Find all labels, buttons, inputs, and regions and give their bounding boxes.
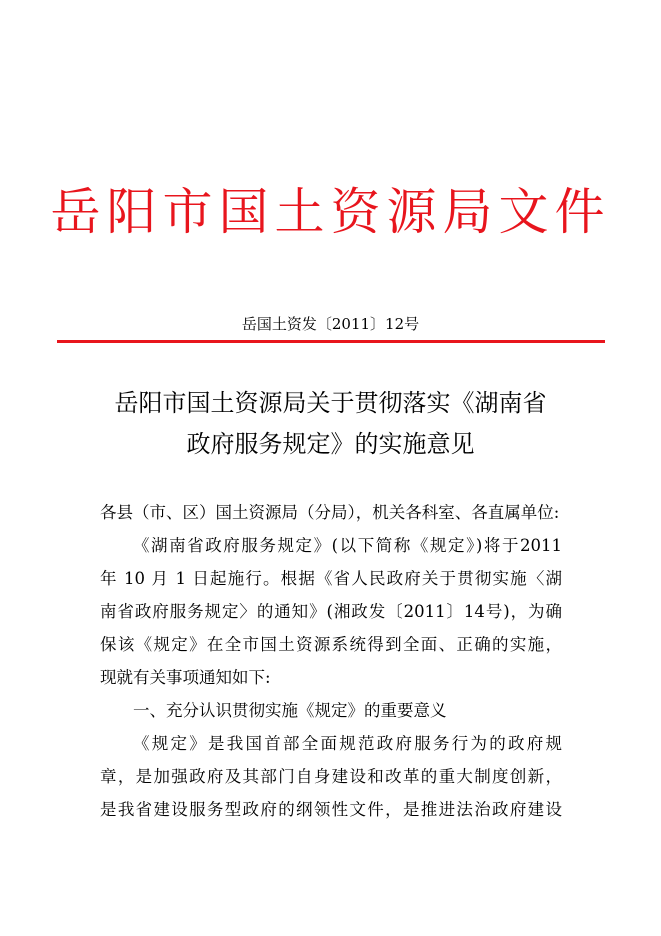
paragraph-1-line-1: 《湖南省政府服务规定》(以下简称《规定》)将于2011 bbox=[133, 536, 562, 555]
salutation: 各县（市、区）国土资源局（分局），机关各科室、各直属单位: bbox=[100, 503, 560, 522]
issuer-header: 岳阳市国土资源局文件 bbox=[50, 183, 611, 241]
paragraph-1-line-4: 保该《规定》在全市国土资源系统得到全面、正确的实施， bbox=[100, 635, 562, 654]
document-title-line-1: 岳阳市国土资源局关于贯彻落实《湖南省 bbox=[114, 389, 547, 417]
paragraph-1-line-2: 年 10 月 1 日起施行。根据《省人民政府关于贯彻实施〈湖 bbox=[100, 569, 562, 588]
document-title-line-2: 政府服务规定》的实施意见 bbox=[186, 430, 475, 458]
document-number: 岳国土资发〔2011〕12号 bbox=[241, 315, 420, 333]
paragraph-1-line-5: 现就有关事项通知如下: bbox=[100, 668, 271, 687]
paragraph-2-line-2: 章，是加强政府及其部门自身建设和改革的重大制度创新， bbox=[100, 767, 562, 786]
paragraph-2-line-1: 《规定》是我国首部全面规范政府服务行为的政府规 bbox=[133, 734, 562, 753]
paragraph-1-line-3: 南省政府服务规定〉的通知》(湘政发〔2011〕14号)，为确 bbox=[100, 602, 562, 621]
red-divider-line bbox=[57, 340, 605, 343]
section-1-heading: 一、充分认识贯彻实施《规定》的重要意义 bbox=[133, 701, 447, 720]
paragraph-2-line-3: 是我省建设服务型政府的纲领性文件，是推进法治政府建设 bbox=[100, 800, 562, 819]
